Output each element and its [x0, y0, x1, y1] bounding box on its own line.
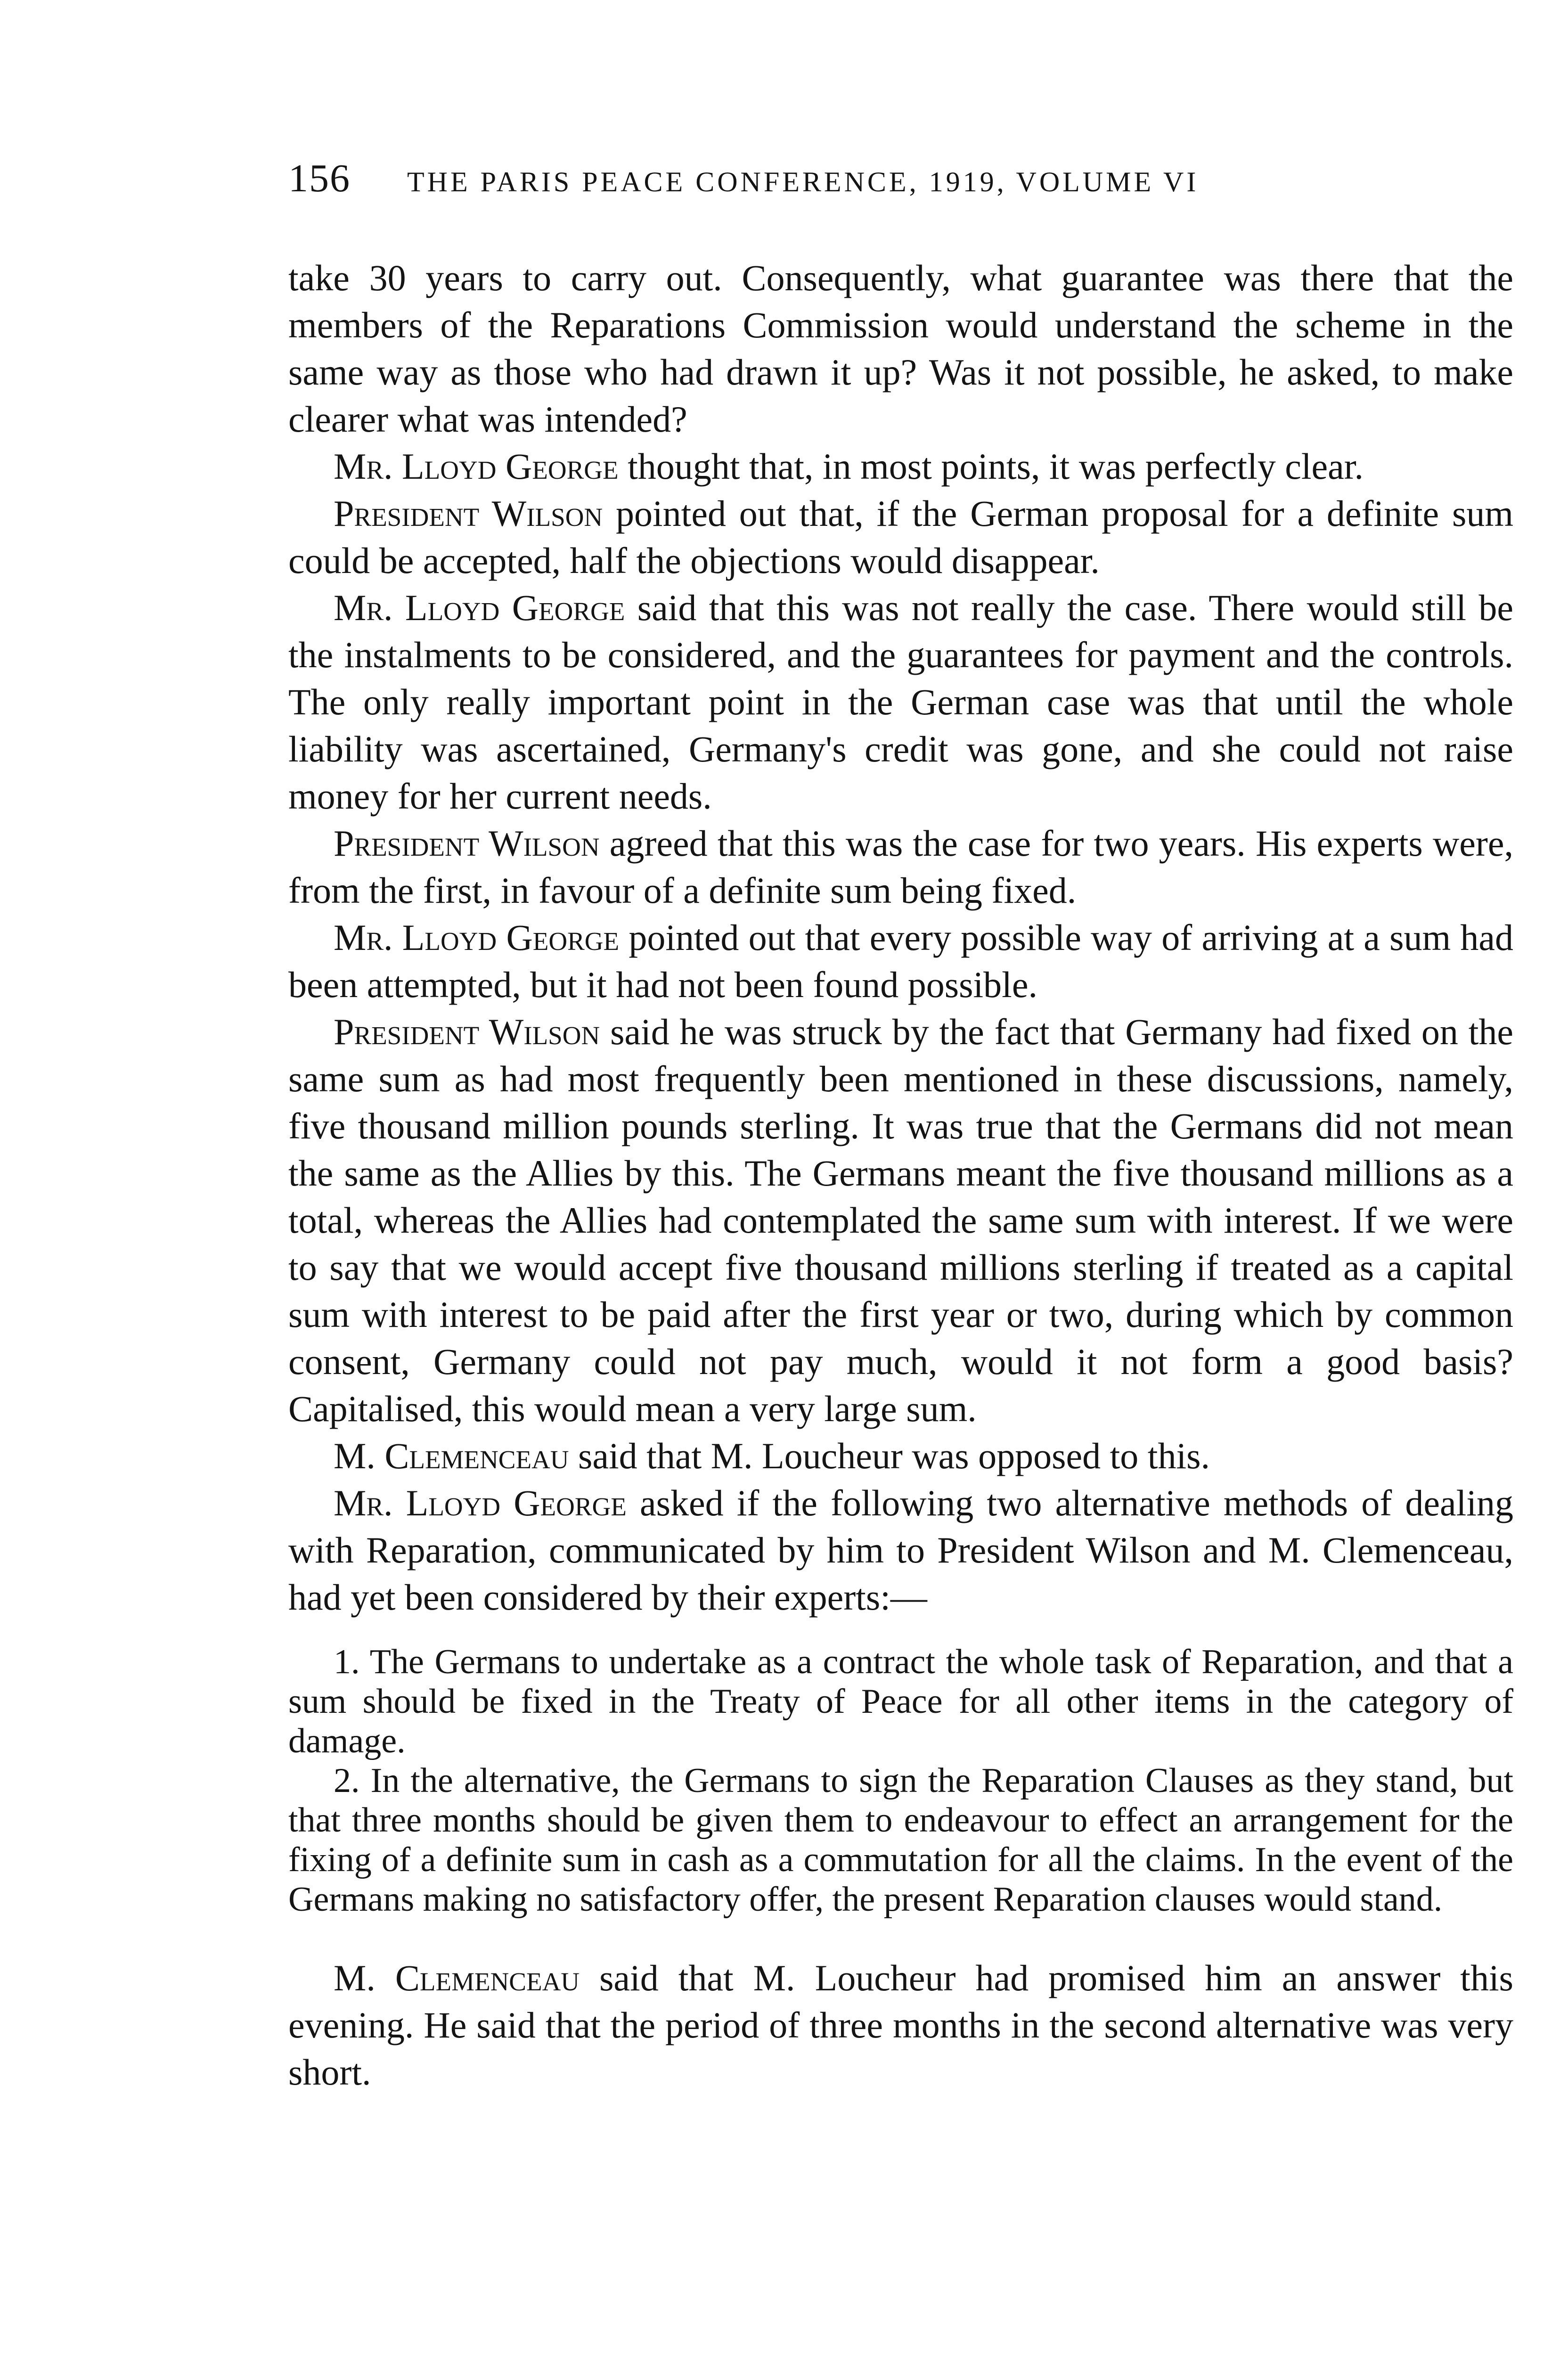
- document-page: [288, 155, 1513, 2096]
- paragraph: [288, 1008, 1513, 1432]
- speaker-name: President Wilson: [334, 493, 603, 534]
- paragraph: [288, 1480, 1513, 1621]
- paragraph-text: agreed that this was the case for two years. His experts were, from the first, in favour of a definite sum being fixed.: [288, 823, 1514, 911]
- paragraph-text: said that M. Loucheur was opposed to this.: [578, 1435, 1210, 1476]
- paragraph: [288, 490, 1513, 584]
- paragraph-continuation: [288, 254, 1513, 443]
- paragraph-text: pointed out that every possible way of arriving at a sum had been attempted, but it had not been found possible.: [288, 917, 1514, 1005]
- minutes-body: [288, 254, 1513, 2096]
- speaker-name: Mr. Lloyd George: [334, 1482, 627, 1523]
- paragraph-text: asked if the following two alternative methods of dealing with Reparation, communicated by him to President Wilson and M. Clemenceau, had yet been considered by their experts:—: [288, 1482, 1513, 1618]
- speaker-name: M. Clemenceau: [334, 1957, 580, 1998]
- paragraph-text: said that this was not really the case. There would still be the instalments to be considered, and the guarantees for payment and the controls. The only really important point in the German case was that until the whole liability was ascertained, Germany's credit was gone, and she could not raise money for her current needs.: [288, 587, 1514, 817]
- speaker-name: M. Clemenceau: [334, 1435, 569, 1476]
- alternative-item: 1. The Germans to undertake as a contract the whole task of Reparation, and that a sum should be fixed in the Treaty of Peace for all other items in the category of damage.: [288, 1643, 1513, 1760]
- paragraph-text: pointed out that, if the German proposal for a definite sum could be accepted, half the objections would disappear.: [288, 493, 1513, 581]
- paragraph: [288, 584, 1513, 820]
- page-number: 156: [288, 156, 351, 200]
- alternatives-list: [288, 1642, 1513, 1919]
- paragraph: [288, 820, 1513, 914]
- speaker-name: President Wilson: [334, 823, 600, 864]
- speaker-name: Mr. Lloyd George: [334, 587, 625, 628]
- paragraph-closing: [288, 1955, 1513, 2096]
- header-title: THE PARIS PEACE CONFERENCE, 1919, VOLUME VI: [407, 166, 1199, 197]
- alternative-item: 2. In the alternative, the Germans to sign the Reparation Clauses as they stand, but that three months should be given them to endeavour to effect an arrangement for the fixing of a definite sum in cash as a commutation for all the claims. In the event of the Germans making no satisfactory offer, the present Reparation clauses would stand.: [288, 1761, 1513, 1919]
- paragraph: [288, 443, 1513, 490]
- paragraph-text: said that M. Loucheur had promised him an answer this evening. He said that the period of three months in the second alternative was very short.: [288, 1957, 1514, 2093]
- running-header: [288, 155, 1513, 203]
- paragraph: [288, 914, 1513, 1008]
- paragraph-text: take 30 years to carry out. Consequently, what guarantee was there that the members of the Reparations Commission would understand the scheme in the same way as those who had drawn it up? Was it not possible, he asked, to make clearer what was intended?: [288, 257, 1513, 440]
- paragraph-text: said he was struck by the fact that Germany had fixed on the same sum as had most frequently been mentioned in these discussions, namely, five thousand million pounds sterling. It was true that the Germans did not mean the same as the Allies by this. The Germans meant the five thousand millions as a total, whereas the Allies had contemplated the same sum with interest. If we were to say that we would accept five thousand millions sterling if treated as a capital sum with interest to be paid after the first year or two, during which by common consent, Germany could not pay much, would it not form a good basis? Capitalised, this would mean a very large sum.: [288, 1011, 1513, 1429]
- speaker-name: Mr. Lloyd George: [334, 446, 619, 487]
- speaker-name: President Wilson: [334, 1011, 600, 1052]
- paragraph: [288, 1432, 1513, 1480]
- paragraph-text: thought that, in most points, it was perfectly clear.: [628, 446, 1364, 487]
- speaker-name: Mr. Lloyd George: [334, 917, 620, 958]
